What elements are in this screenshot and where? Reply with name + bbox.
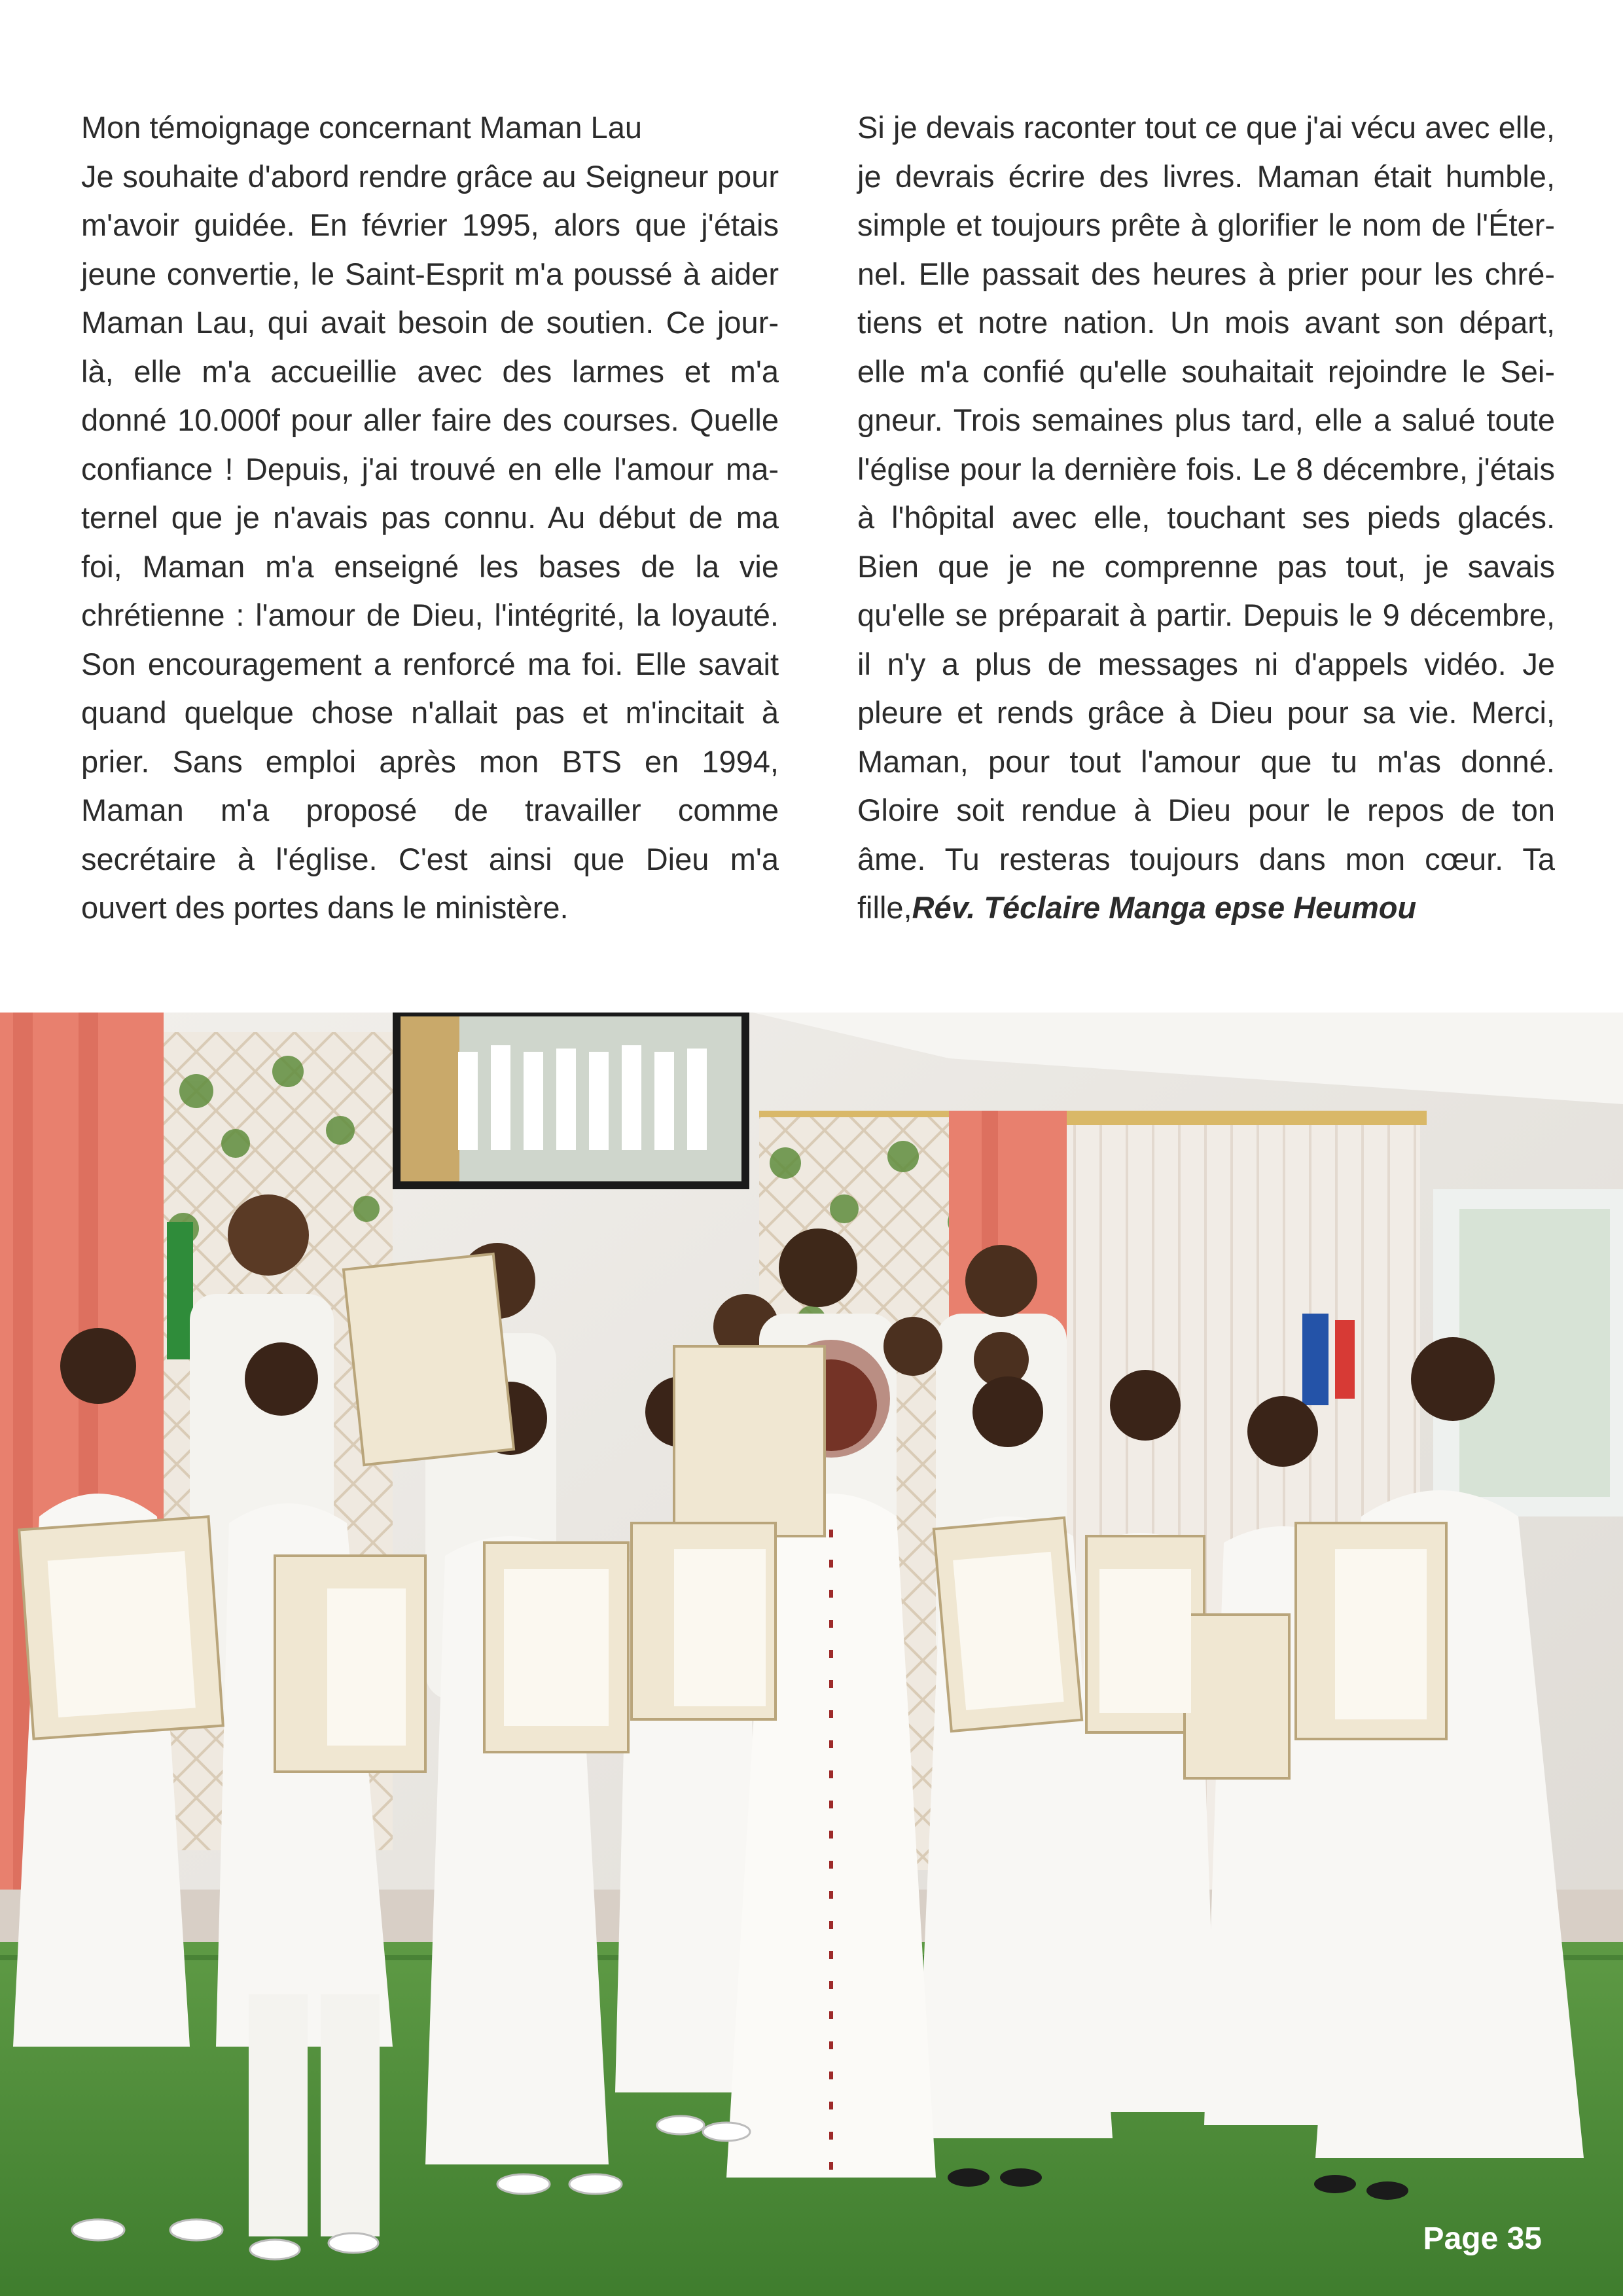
page-number: Page 35 bbox=[1423, 2221, 1542, 2256]
left-column bbox=[81, 103, 779, 933]
right-body-text bbox=[857, 103, 1555, 933]
right-column bbox=[857, 103, 1555, 933]
group-photo bbox=[0, 1013, 1623, 2296]
right-body-span: Si je devais raconter tout ce que j'ai vécu avec elle, je devrais écrire des livres. Maman était humble, simple et toujours prête à glorifier le nom de l'Éternel. Elle passait des heures à prier pour les chrétiens et notre nation. Un mois avant son départ, elle m'a confié qu'elle souhaitait rejoindre le Seigneur. Trois semaines plus tard, elle a salué toute l'église pour la dernière fois. Le 8 décembre, j'étais à l'hôpital avec elle, touchant ses pieds glacés. Bien que je ne comprenne pas tout, je savais qu'elle se préparait à partir. Depuis le 9 décembre, il n'y a plus de messages ni d'appels vidéo. Je pleure et rends grâce à Dieu pour sa vie. Merci, Maman, pour tout l'amour que tu m'as donné. Gloire soit rendue à Dieu pour le repos de ton âme. Tu resteras toujours dans mon cœur. Ta fille, bbox=[857, 110, 1555, 925]
article-title: Mon témoignage concernant Maman Lau bbox=[81, 110, 642, 145]
signature: Rév. Téclaire Manga epse Heumou bbox=[912, 890, 1417, 925]
left-body-text: Je souhaite d'abord rendre grâce au Seigneur pour m'avoir guidée. En février 1995, alors que j'étais jeune convertie, le Saint-Esprit m'a poussé à aider Maman Lau, qui avait besoin de soutien. Ce jour-là, elle m'a accueillie avec des larmes et m'a donné 10.000f pour aller faire des courses. Quelle confiance ! Depuis, j'ai trouvé en elle l'amour maternel que je n'avais pas connu. Au début de ma foi, Maman m'a enseigné les bases de la vie chrétienne : l'amour de Dieu, l'intégrité, la loyauté. Son encouragement a renforcé ma foi. Elle savait quand quelque chose n'allait pas et m'incitait à prier. Sans emploi après mon BTS en 1994, Maman m'a proposé de travailler comme secrétaire à l'église. C'est ainsi que Dieu m'a ouvert des portes dans le ministère. bbox=[81, 158, 779, 925]
